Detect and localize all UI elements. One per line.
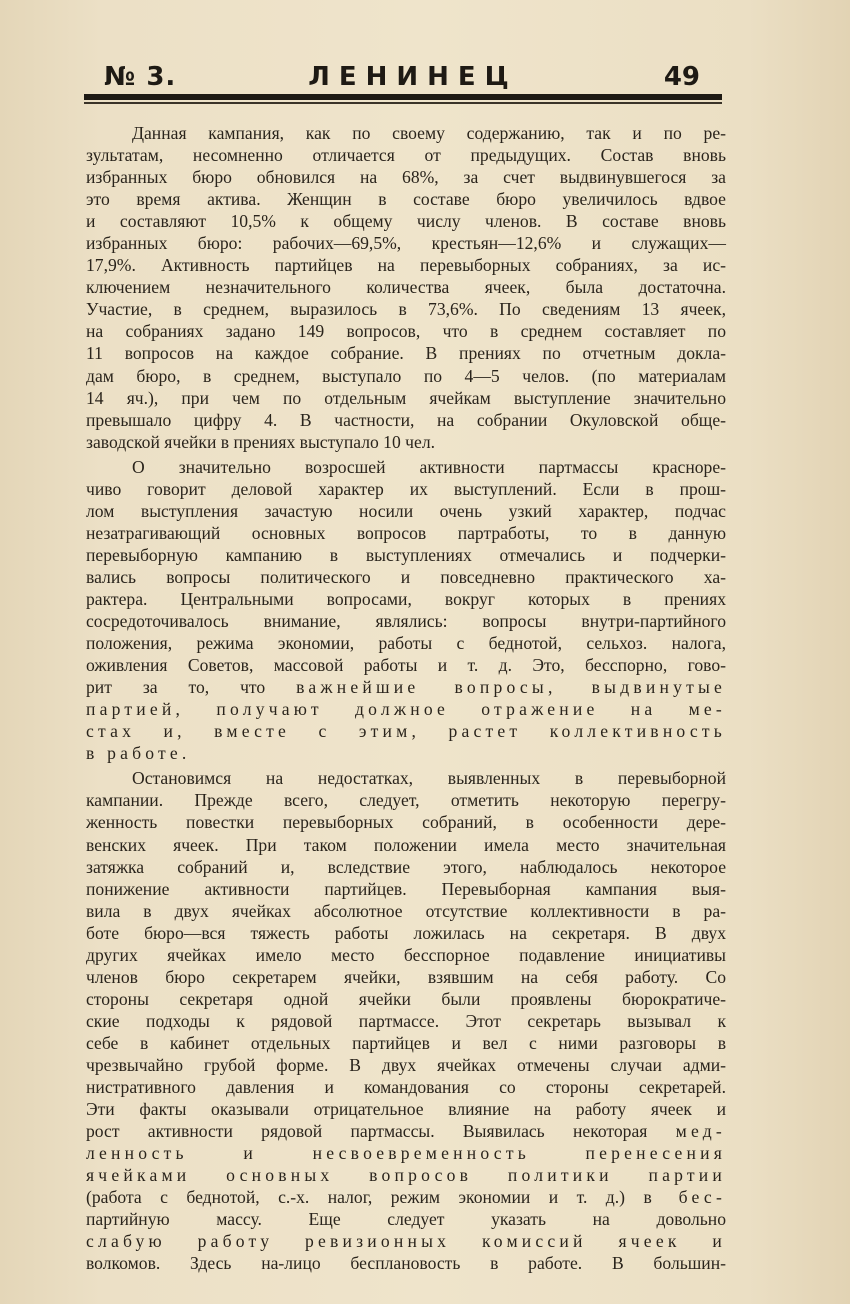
text-line: женность повестки перевыборных собраний, в особенности дере-	[86, 812, 726, 833]
text-line: зультатам, несомненно отличается от предыдущих. Состав вновь	[86, 145, 726, 166]
text-line: превышало цифру 4. В частности, на собрании Окуловской обще-	[86, 409, 726, 430]
text-line: О значительно возросшей активности партмассы красноре-	[132, 456, 726, 477]
page-number: 49	[663, 62, 700, 92]
text-line: на собраниях задано 149 вопросов, что в среднем составляет по	[86, 321, 726, 342]
text-line: избранных бюро: рабочих—69,5%, крестьян—12,6% и служащих—	[86, 233, 726, 254]
text-run: рост активности рядовой партмассы. Выявилась некоторая	[86, 1121, 648, 1142]
text-line: себе в кабинет отдельных партийцев и вел с ними разговоры в	[86, 1032, 726, 1053]
spaced-emphasis-line: в работе.	[86, 743, 191, 764]
text-line: рактера. Центральными вопросами, вокруг которых в прениях	[86, 588, 726, 609]
text-line: чиво говорит деловой характер их выступлений. Если в прош-	[86, 478, 726, 499]
text-line: положения, режима экономии, работы с беднотой, сельхоз. налога,	[86, 633, 726, 654]
text-line: Данная кампания, как по своему содержанию, так и по ре-	[132, 123, 726, 143]
spaced-emphasis-line: стах и, вместе с этим, растет коллективность	[86, 721, 726, 742]
text-line: Эти факты оказывали отрицательное влияние на работу ячеек и	[86, 1099, 726, 1120]
issue-number: № 3.	[104, 62, 177, 92]
text-line: избранных бюро обновился на 68%, за счет выдвинувшегося за	[86, 167, 726, 188]
text-line: 11 вопросов на каждое собрание. В прениях по отчетным докла-	[86, 343, 726, 364]
page-header	[84, 62, 722, 92]
spaced-emphasis-line: ячейками основных вопросов политики партии	[86, 1165, 726, 1186]
text-line: боте бюро—вся тяжесть работы ложилась на секретаря. В двух	[86, 922, 726, 943]
spaced-emphasis-line: партией, получают должное отражение на ме-	[86, 699, 726, 720]
spaced-emphasis: важнейшие вопросы, выдвинутые	[296, 677, 726, 698]
text-line: стороны секретаря одной ячейки были проявлены бюрократиче-	[86, 988, 726, 1009]
text-line: оживления Советов, массовой работы и т. д. Это, бесспорно, гово-	[86, 655, 726, 676]
text-line-mixed	[86, 1120, 726, 1142]
text-line: других ячейках имело место бесспорное подавление инициативы	[86, 944, 726, 965]
text-line: венских ячеек. При таком положении имела место значительная	[86, 834, 726, 855]
text-line: волкомов. Здесь на-лицо бесплановость в работе. В большин-	[86, 1253, 726, 1274]
text-line: заводской ячейки в прениях выступало 10 чел.	[86, 431, 436, 452]
paragraph-3	[86, 767, 726, 1274]
text-line: вались вопросы политического и повседневно практического ха-	[86, 566, 726, 587]
text-line: 14 яч.), при чем по отдельным ячейкам выступление значительно	[86, 387, 726, 408]
text-line: это время актива. Женщин в составе бюро увеличилось вдвое	[86, 189, 726, 210]
spaced-emphasis-line: ленность и несвоевременность перенесения	[86, 1143, 726, 1164]
text-line: нистративного давления и командования со стороны секретарей.	[86, 1077, 726, 1098]
spaced-emphasis-line: слабую работу ревизионных комиссий ячеек и	[86, 1231, 726, 1252]
text-line: перевыборную кампанию в выступлениях отмечались и подчерки-	[86, 544, 726, 565]
text-line: ключением незначительного количества ячеек, была достаточна.	[86, 277, 726, 298]
text-line: кампании. Прежде всего, следует, отметить некоторую перегру-	[86, 790, 726, 811]
spaced-emphasis: в бес-	[643, 1187, 727, 1208]
text-line: затяжка собраний и, вследствие этого, наблюдалось некоторое	[86, 856, 726, 877]
text-run: (работа с беднотой, с.-х. налог, режим экономии и т. д.)	[86, 1187, 625, 1208]
text-line: дам бюро, в среднем, выступало по 4—5 челов. (по материалам	[86, 365, 726, 386]
text-line: понижение активности партийцев. Перевыборная кампания выя-	[86, 878, 726, 899]
text-line-mixed	[86, 676, 726, 698]
text-line: чрезвычайно грубой форме. В двух ячейках отмечены случаи адми-	[86, 1054, 726, 1075]
text-line: Участие, в среднем, выразилось в 73,6%. По сведениям 13 ячеек,	[86, 299, 726, 320]
text-line: незатрагивающий основных вопросов партработы, то в данную	[86, 522, 726, 543]
text-line: и составляют 10,5% к общему числу членов. В составе вновь	[86, 211, 726, 232]
text-line: Остановимся на недостатках, выявленных в перевыборной	[132, 768, 726, 789]
article-body	[86, 122, 726, 1274]
text-line: лом выступления зачастую носили очень узкий характер, подчас	[86, 500, 726, 521]
text-line: членов бюро секретарем ячейки, взявшим на себя работу. Со	[86, 966, 726, 987]
journal-title: ЛЕНИНЕЦ	[308, 62, 518, 92]
spaced-emphasis: мед-	[675, 1121, 726, 1142]
text-line: вила в двух ячейках абсолютное отсутствие коллективности в ра-	[86, 900, 726, 921]
text-line: 17,9%. Активность партийцев на перевыборных собраниях, за ис-	[86, 255, 726, 276]
header-rule	[84, 94, 722, 100]
paragraph-2	[86, 456, 726, 765]
header-rule-thin	[84, 102, 722, 104]
text-line-mixed	[86, 1186, 726, 1208]
text-line: ские подходы к рядовой партмассе. Этот секретарь вызывал к	[86, 1010, 726, 1031]
text-run: рит за то, что	[86, 677, 266, 698]
paragraph-1	[86, 122, 726, 453]
text-line: партийную массу. Еще следует указать на довольно	[86, 1209, 726, 1230]
text-line: сосредоточивалось внимание, являлись: вопросы внутри-партийного	[86, 611, 726, 632]
